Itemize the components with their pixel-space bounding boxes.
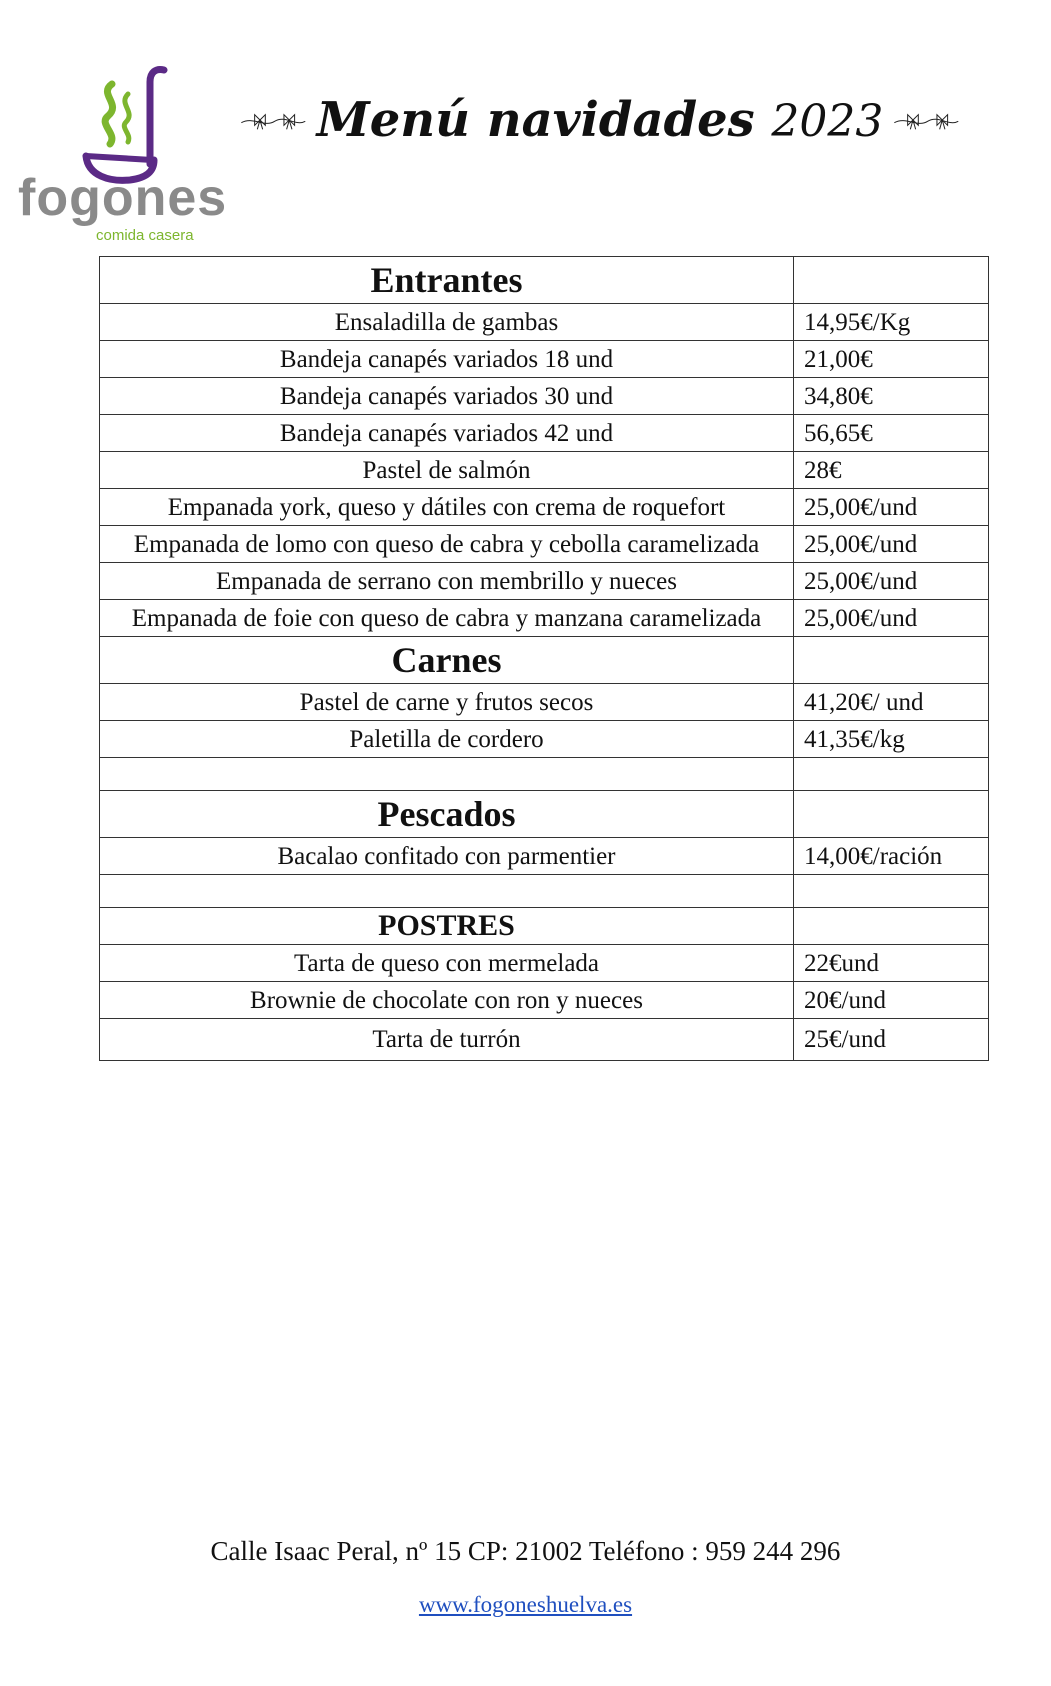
menu-item — [100, 684, 989, 721]
bow-ornament-icon — [240, 100, 307, 140]
ladle-steam-icon — [14, 64, 204, 184]
item-price: 25€/und — [794, 1019, 989, 1061]
section-header-pescados — [100, 791, 989, 838]
item-price: 14,95€/Kg — [794, 304, 989, 341]
title-year: 2023 — [771, 96, 884, 147]
empty-row — [100, 758, 989, 791]
fogones-logo — [14, 64, 228, 244]
section-header-carnes — [100, 637, 989, 684]
bow-ornament-icon — [893, 100, 960, 140]
section-header-entrantes — [100, 257, 989, 304]
item-name: Bandeja canapés variados 18 und — [100, 341, 794, 378]
item-name: Brownie de chocolate con ron y nueces — [100, 982, 794, 1019]
item-name: Pastel de salmón — [100, 452, 794, 489]
footer-address: Calle Isaac Peral, nº 15 CP: 21002 Teléfono : 959 244 296 — [210, 1536, 841, 1566]
item-price: 14,00€/ración — [794, 838, 989, 875]
menu-item — [100, 838, 989, 875]
logo-wordmark: fogones — [18, 169, 228, 227]
page-title — [317, 92, 884, 148]
item-name: Bacalao confitado con parmentier — [100, 838, 794, 875]
menu-item — [100, 945, 989, 982]
section-title: Entrantes — [100, 257, 794, 304]
section-title: Pescados — [100, 791, 794, 838]
item-name: Bandeja canapés variados 30 und — [100, 378, 794, 415]
item-price: 28€ — [794, 452, 989, 489]
item-name: Empanada york, queso y dátiles con crema de roquefort — [100, 489, 794, 526]
item-price: 21,00€ — [794, 341, 989, 378]
menu-item — [100, 1019, 989, 1061]
item-name: Pastel de carne y frutos secos — [100, 684, 794, 721]
menu-title-row — [240, 80, 960, 160]
menu-table — [99, 256, 989, 1061]
logo-tagline: comida casera — [96, 227, 194, 244]
menu-item — [100, 452, 989, 489]
website-link[interactable]: www.fogoneshuelva.es — [418, 1592, 633, 1617]
item-name: Paletilla de cordero — [100, 721, 794, 758]
item-name: Empanada de serrano con membrillo y nueces — [100, 563, 794, 600]
menu-item — [100, 600, 989, 637]
item-price: 41,35€/kg — [794, 721, 989, 758]
title-text: Menú navidades — [316, 92, 755, 148]
item-price: 25,00€/und — [794, 489, 989, 526]
item-price: 56,65€ — [794, 415, 989, 452]
section-header-postres — [100, 908, 989, 945]
menu-item — [100, 721, 989, 758]
item-name: Empanada de lomo con queso de cabra y cebolla caramelizada — [100, 526, 794, 563]
section-title: Carnes — [100, 637, 794, 684]
item-name: Ensaladilla de gambas — [100, 304, 794, 341]
item-price: 22€und — [794, 945, 989, 982]
menu-item — [100, 982, 989, 1019]
menu-item — [100, 563, 989, 600]
item-price: 25,00€/und — [794, 600, 989, 637]
menu-item — [100, 378, 989, 415]
item-price: 34,80€ — [794, 378, 989, 415]
menu-item — [100, 489, 989, 526]
empty-row — [100, 875, 989, 908]
item-price: 41,20€/ und — [794, 684, 989, 721]
item-name: Tarta de queso con mermelada — [100, 945, 794, 982]
menu-item — [100, 526, 989, 563]
section-title: POSTRES — [100, 908, 794, 945]
menu-item — [100, 304, 989, 341]
item-price: 25,00€/und — [794, 563, 989, 600]
menu-item — [100, 415, 989, 452]
item-price: 20€/und — [794, 982, 989, 1019]
item-name: Tarta de turrón — [100, 1019, 794, 1061]
menu-item — [100, 341, 989, 378]
item-name: Bandeja canapés variados 42 und — [100, 415, 794, 452]
item-name: Empanada de foie con queso de cabra y manzana caramelizada — [100, 600, 794, 637]
item-price: 25,00€/und — [794, 526, 989, 563]
